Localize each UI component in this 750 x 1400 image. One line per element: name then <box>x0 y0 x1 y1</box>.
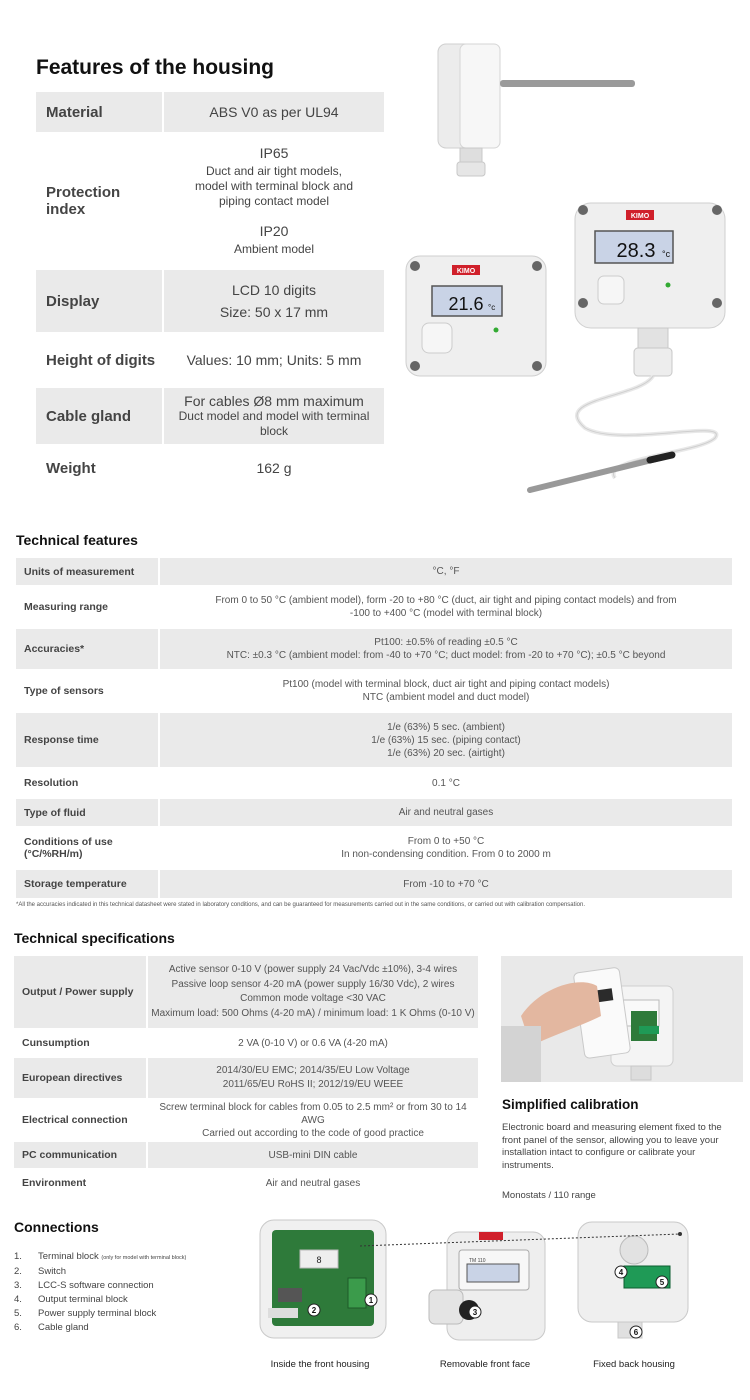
marker-1: 1 <box>368 1296 374 1305</box>
row-value <box>160 713 732 767</box>
tm-label: TM 110 <box>469 1258 486 1264</box>
row-label: Accuracies* <box>16 629 160 669</box>
table-row <box>16 799 732 828</box>
table-row <box>16 713 732 769</box>
value-line: Air and neutral gases <box>398 807 494 818</box>
row-value <box>164 334 384 386</box>
list-item: 5. Power supply terminal block <box>14 1308 157 1319</box>
list-item: 4. Output terminal block <box>14 1294 128 1305</box>
row-label: Cable gland <box>36 388 164 444</box>
table-row <box>14 1058 478 1100</box>
calibration-photo <box>501 956 743 1082</box>
value-line: Active sensor 0-10 V (power supply 24 Vac/Vdc ±10%), 3-4 wires <box>168 964 458 975</box>
table-row <box>16 828 732 870</box>
list-item: 2. Switch <box>14 1266 66 1277</box>
value-line: Common mode voltage <30 VAC <box>240 993 386 1004</box>
row-label: PC communication <box>14 1142 148 1168</box>
value-line: LCD 10 digits <box>231 282 317 298</box>
value-line: USB-mini DIN cable <box>268 1149 358 1161</box>
row-label: European directives <box>14 1058 148 1098</box>
table-row <box>16 769 732 799</box>
display-value-b: 21.6 <box>448 294 484 314</box>
row-value <box>160 558 732 585</box>
dotted-connector-line <box>360 1230 690 1250</box>
table-row <box>14 1170 478 1198</box>
row-label: Resolution <box>16 769 160 797</box>
caption-removable-front-face: Removable front face <box>439 1359 531 1370</box>
row-label: Measuring range <box>16 587 160 627</box>
table-row <box>14 1142 478 1170</box>
value-line: Air and neutral gases <box>265 1177 361 1189</box>
row-value <box>148 1100 478 1140</box>
calibration-range: Monostats / 110 range <box>502 1190 596 1201</box>
row-value <box>160 870 732 898</box>
row-label: Height of digits <box>36 334 164 386</box>
display-unit-a: °c <box>662 249 671 259</box>
row-label: Units of measurement <box>16 558 160 585</box>
value-line: 2014/30/EU EMC; 2014/35/EU Low Voltage <box>216 1064 410 1076</box>
housing-row-material <box>36 92 384 134</box>
table-row <box>16 629 732 671</box>
value-line: NTC: ±0.3 °C (ambient model: from -40 to +70 °C; duct model: from -20 to +70 °C); ±0.5 °C beyond <box>226 650 666 661</box>
row-label: Type of sensors <box>16 671 160 711</box>
marker-4: 4 <box>618 1268 624 1277</box>
row-label: Environment <box>14 1170 148 1196</box>
table-row <box>16 587 732 629</box>
housing-row-protection <box>36 134 384 270</box>
value-line: Screw terminal block for cables from 0.05 to 2.5 mm² or from 30 to 14 AWG <box>159 1101 467 1126</box>
caption-fixed-back-housing: Fixed back housing <box>593 1359 675 1370</box>
marker-2: 2 <box>311 1306 317 1315</box>
row-label: Type of fluid <box>16 799 160 826</box>
value-ip20: IP20 <box>259 223 289 239</box>
board-label: 8 <box>316 1255 322 1265</box>
value-line: 2011/65/EU RoHS II; 2012/19/EU WEEE <box>222 1079 404 1090</box>
terminal-block-model-image <box>530 203 725 490</box>
value-line: 0.1 °C <box>432 777 460 789</box>
row-label: Weight <box>36 446 164 490</box>
value-line: Pt100 (model with terminal block, duct air tight and piping contact models) <box>282 679 610 690</box>
row-value <box>164 446 384 490</box>
row-value <box>160 828 732 868</box>
value-line: °C, °F <box>432 566 460 577</box>
row-value <box>148 1058 478 1098</box>
value-line: Passive loop sensor 4-20 mA (power supply 16/30 Vdc), 2 wires <box>171 978 455 990</box>
value-line: Pt100: ±0.5% of reading ±0.5 °C <box>374 637 518 648</box>
row-value <box>160 799 732 826</box>
duct-model-image <box>438 44 635 176</box>
value-text: For cables Ø8 mm maximum <box>184 393 364 409</box>
row-value <box>148 1142 478 1168</box>
connections-title: Connections <box>14 1219 99 1235</box>
row-value <box>160 587 732 627</box>
list-item: 3. LCC-S software connection <box>14 1280 154 1291</box>
housing-row-display <box>36 270 384 334</box>
technical-specs-title: Technical specifications <box>14 930 175 946</box>
table-row <box>16 558 732 587</box>
row-label: Response time <box>16 713 160 767</box>
row-value <box>160 671 732 711</box>
housing-title: Features of the housing <box>36 56 275 79</box>
table-row <box>16 870 732 900</box>
value-line: 1/e (63%) 15 sec. (piping contact) <box>371 734 521 746</box>
row-label: Conditions of use (°C/%RH/m) <box>16 828 160 868</box>
housing-row-weight <box>36 446 384 492</box>
row-value <box>164 134 384 268</box>
table-row <box>14 956 478 1030</box>
connections-list <box>14 1250 186 1335</box>
row-label: Protection index <box>36 134 164 268</box>
value-line: 1/e (63%) 5 sec. (ambient) <box>387 721 505 733</box>
table-row <box>14 1100 478 1142</box>
row-label: Cunsumption <box>14 1030 148 1056</box>
row-value <box>148 1170 478 1196</box>
row-value <box>164 270 384 332</box>
table-row <box>16 671 732 713</box>
brand-label: KIMO <box>630 213 650 220</box>
marker-6: 6 <box>633 1328 639 1337</box>
row-value <box>160 629 732 669</box>
calibration-title: Simplified calibration <box>502 1097 639 1112</box>
technical-features-table <box>16 558 732 900</box>
value-text: ABS V0 as per UL94 <box>209 104 339 120</box>
value-text: Values: 10 mm; Units: 5 mm <box>186 352 362 368</box>
display-unit-b: °c <box>488 303 496 312</box>
row-label: Material <box>36 92 164 132</box>
row-label: Display <box>36 270 164 332</box>
calibration-text: Electronic board and measuring element fixed to the front panel of the sensor, allowing you to leave your installation intact to configure or calibrate your instruments. <box>502 1122 722 1171</box>
value-line: 2 VA (0-10 V) or 0.6 VA (4-20 mA) <box>238 1037 388 1049</box>
value-line: From -10 to +70 °C <box>403 878 489 890</box>
marker-3: 3 <box>472 1308 478 1317</box>
value-ip20-sub: Ambient model <box>233 242 315 256</box>
list-item: 1. Terminal block (only for model with terminal block) <box>14 1251 187 1262</box>
caption-inside-front-housing: Inside the front housing <box>270 1359 370 1370</box>
value-line: Carried out according to the code of good practice <box>202 1127 424 1139</box>
marker-5: 5 <box>659 1278 665 1287</box>
list-item: 6. Cable gland <box>14 1322 89 1333</box>
table-row <box>14 1030 478 1058</box>
row-value <box>164 388 384 444</box>
value-line: From 0 to +50 °C <box>407 836 485 847</box>
value-line: NTC (ambient model and duct model) <box>362 692 530 703</box>
housing-row-cable-gland <box>36 388 384 446</box>
display-value-a: 28.3 <box>616 240 656 262</box>
row-value <box>148 1030 478 1056</box>
ambient-model-image <box>406 256 546 376</box>
product-illustration <box>400 38 745 498</box>
row-value <box>148 956 478 1028</box>
row-value <box>164 92 384 132</box>
value-line: From 0 to 50 °C (ambient model), form -20 to +80 °C (duct, air tight and piping contact models) and from <box>215 595 677 606</box>
housing-row-height <box>36 334 384 388</box>
housing-table <box>36 92 384 492</box>
value-line: Size: 50 x 17 mm <box>219 304 329 320</box>
value-ip65-sub: Duct and air tight models, model with terminal block and piping contact model <box>194 164 354 208</box>
value-line: In non-condensing condition. From 0 to 2000 m <box>341 849 551 860</box>
brand-label: KIMO <box>456 268 476 275</box>
row-label: Output / Power supply <box>14 956 148 1028</box>
value-line: -100 to +400 °C (model with terminal block) <box>349 608 543 619</box>
row-value <box>160 769 732 797</box>
row-label: Electrical connection <box>14 1100 148 1140</box>
value-sub: Duct model and model with terminal block <box>178 409 370 438</box>
value-line: 1/e (63%) 20 sec. (airtight) <box>387 747 505 759</box>
value-ip65: IP65 <box>259 145 289 161</box>
technical-specs-table <box>14 956 478 1198</box>
row-label: Storage temperature <box>16 870 160 898</box>
value-line: Maximum load: 500 Ohms (4-20 mA) / minimum load: 1 K Ohms (0-10 V) <box>151 1007 475 1019</box>
accuracy-footnote: *All the accuracies indicated in this technical datasheet were stated in laboratory conditions, and can be guaranteed for measurements carried out in the same conditions, or carried out with calibration compensation. <box>16 902 585 908</box>
technical-features-title: Technical features <box>16 532 138 548</box>
value-text: 162 g <box>256 460 292 476</box>
